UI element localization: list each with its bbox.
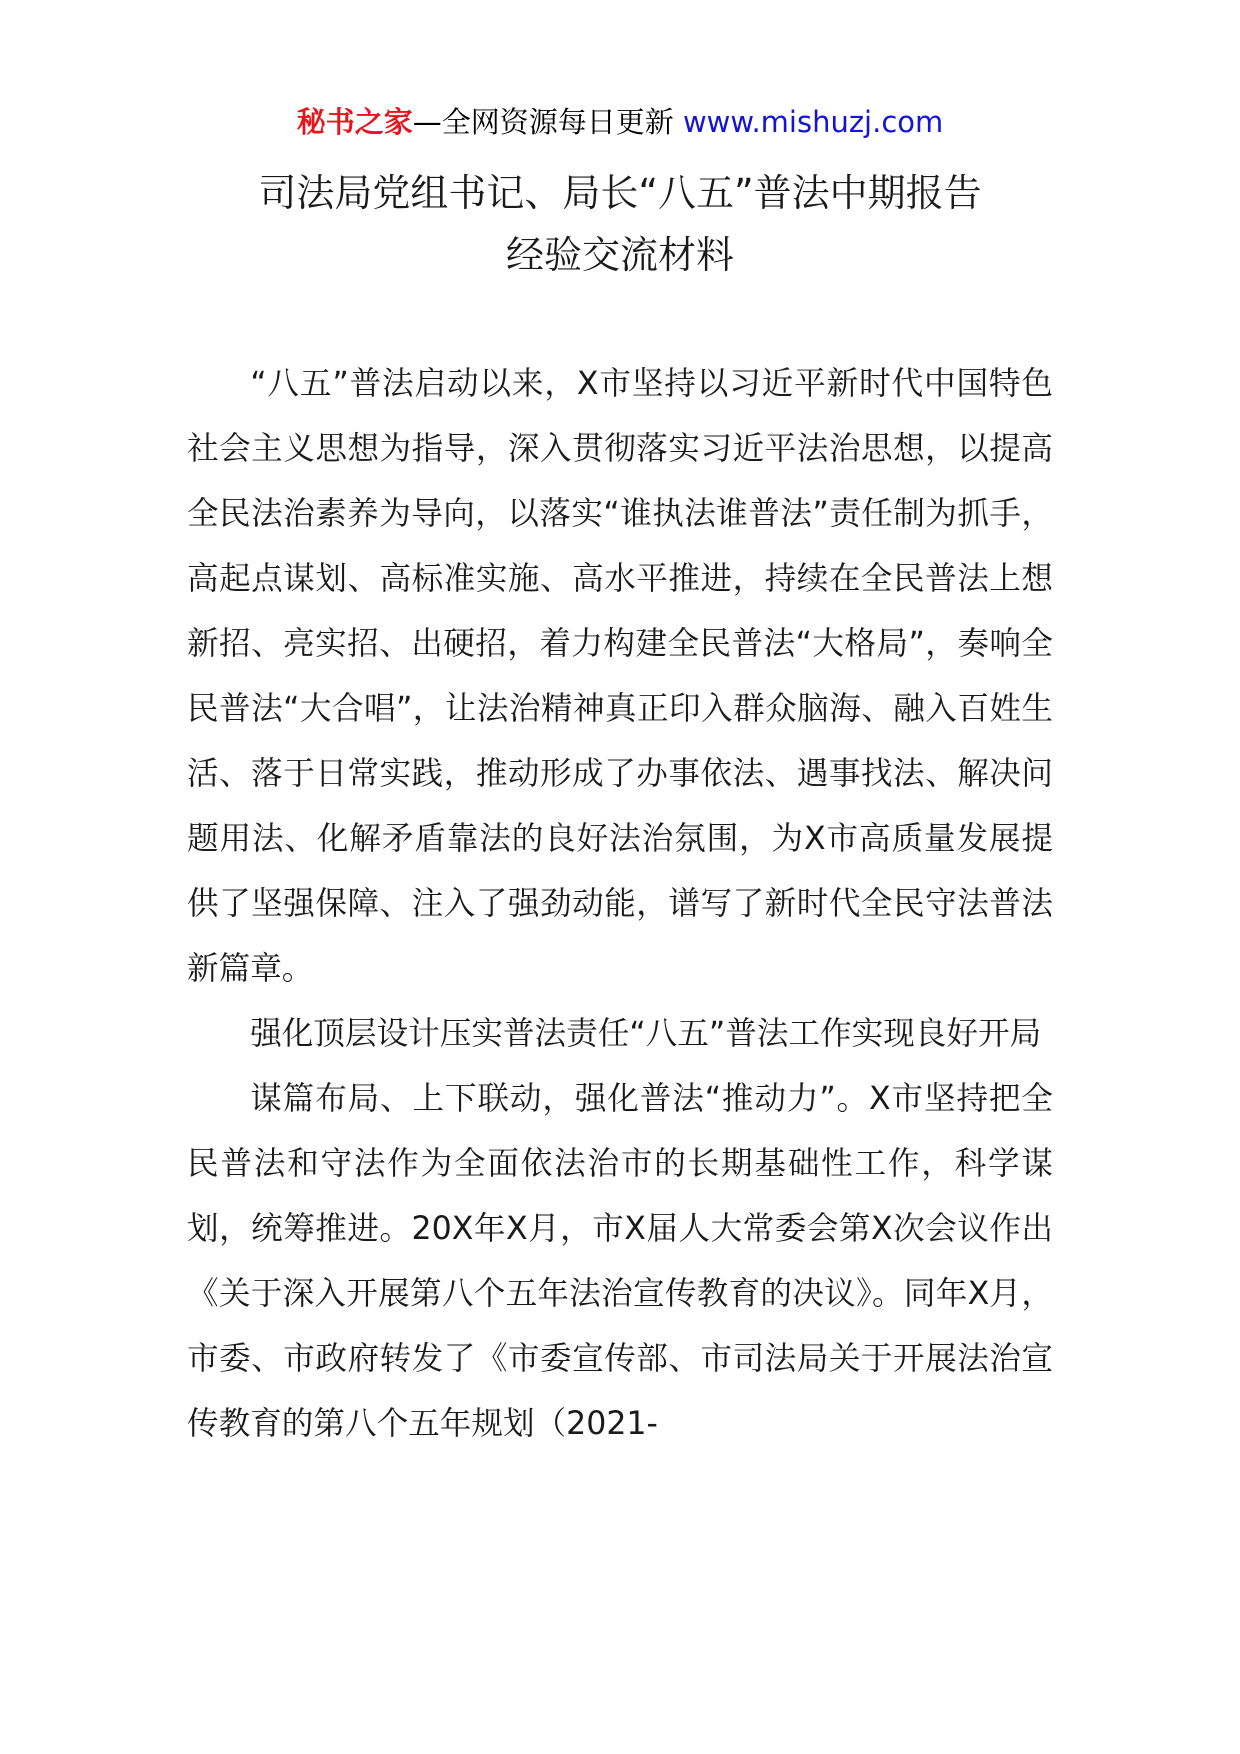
document-title xyxy=(0,162,1240,286)
site-header xyxy=(0,100,1240,144)
title-line-1: 司法局党组书记、局长“八五”普法中期报告 xyxy=(258,171,982,215)
body-paragraph: “八五”普法启动以来，X市坚持以习近平新时代中国特色社会主义思想为指导，深入贯彻落实习近平法治思想，以提高全民法治素养为导向，以落实“谁执法谁普法”责任制为抓手，高起点谋划、高标准实施、高水平推进，持续在全民普法上想新招、亮实招、出硬招，着力构建全民普法“大格局”，奏响全民普法“大合唱”，让法治精神真正印入群众脑海、融入百姓生活、落于日常实践，推动形成了办事依法、遇事找法、解决问题用法、化解矛盾靠法的良好法治氛围，为X市高质量发展提供了坚强保障、注入了强劲动能，谱写了新时代全民守法普法新篇章。 xyxy=(187,366,1053,987)
site-slogan: —全网资源每日更新 xyxy=(412,105,674,139)
site-url-link[interactable]: www.mishuzj.com xyxy=(682,105,944,139)
title-line-2: 经验交流材料 xyxy=(505,233,734,277)
document-body xyxy=(187,352,1053,1457)
section-heading: 强化顶层设计压实普法责任“八五”普法工作实现良好开局 xyxy=(250,1016,1042,1052)
body-paragraph: 谋篇布局、上下联动，强化普法“推动力”。X市坚持把全民普法和守法作为全面依法治市的长期基础性工作，科学谋划，统筹推进。20X年X月，市X届人大常委会第X次会议作出《关于深入开展第八个五年法治宣传教育的决议》。同年X月，市委、市政府转发了《市委宣传部、市司法局关于开展法治宣传教育的第八个五年规划（2021- xyxy=(187,1081,1053,1442)
site-brand: 秘书之家 xyxy=(296,105,413,139)
